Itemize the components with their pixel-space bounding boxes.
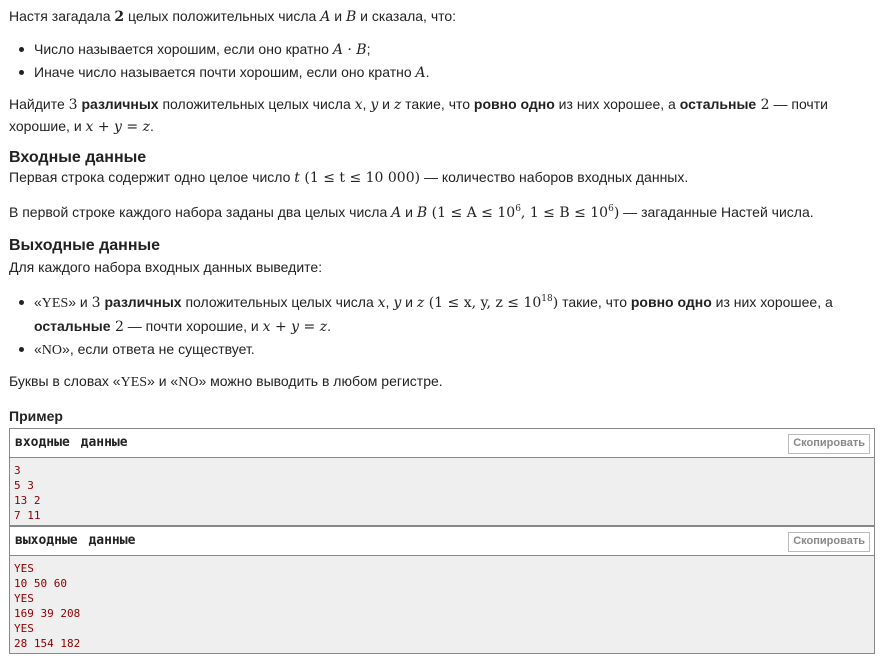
example-title: Пример [9,408,63,424]
output-line: 169 39 208 [14,607,81,620]
input-line-1: Первая строка содержит одно целое число t (1 ≤ t ≤ 10 000) — количество наборов входных данных. [9,169,689,186]
input-heading: Входные данные [9,149,147,166]
list-item: «NO», если ответа не существует. [9,338,875,362]
list-item: Иначе число называется почти хорошим, если оно кратно A. [9,61,875,84]
input-line: 5 3 [14,479,34,492]
register-note: Буквы в словах «YES» и «NO» можно выводить в любом регистре. [9,373,443,390]
input-line-2: В первой строке каждого набора заданы два целых числа A и B ($1 \le A \le 10^6$, $1 \le B \le 10^6$) — загаданные Настей числа. [9,204,814,221]
definition-list [9,38,875,84]
list-item: «YES» и 3 различных положительных целых числа x, y и z (1 ≤ x, y, $z \le 10^{18}$) такие, что ровно одно из них хорошее, а остальные 2 — почти хорошие, и x + y = z. [9,291,875,338]
example-input-box [9,428,875,526]
copy-input-button[interactable]: Скопировать [788,434,870,454]
output-line-1: Для каждого набора входных данных выведите: [9,259,323,275]
output-line: 10 50 60 [14,577,67,590]
output-list [9,291,875,362]
output-line: YES [14,592,34,605]
output-heading: Выходные данные [9,237,161,254]
input-box-body [10,458,874,525]
intro-line: Настя загадала 2 целых положительных числа A и B и сказала, что: [9,8,457,25]
list-item: Число называется хорошим, если оно кратно A · B; [9,38,875,61]
example-output-box [9,526,875,654]
output-box-title: выходные данные [15,533,136,548]
input-line: 3 [14,464,21,477]
output-line: 28 154 182 [14,637,81,650]
input-line: 13 2 [14,494,41,507]
copy-output-button[interactable]: Скопировать [788,532,870,552]
task-paragraph: Найдите 3 различных положительных целых числа x, y и z такие, что ровно одно из них хорошее, а остальные 2 — почти хорошие, и x + y = z. [9,96,828,135]
output-box-body [10,556,874,653]
input-box-header [10,429,874,458]
output-line: YES [14,622,34,635]
output-line: YES [14,562,34,575]
output-box-header [10,527,874,556]
input-box-title: входные данные [15,435,128,450]
input-line: 7 11 [14,509,41,522]
